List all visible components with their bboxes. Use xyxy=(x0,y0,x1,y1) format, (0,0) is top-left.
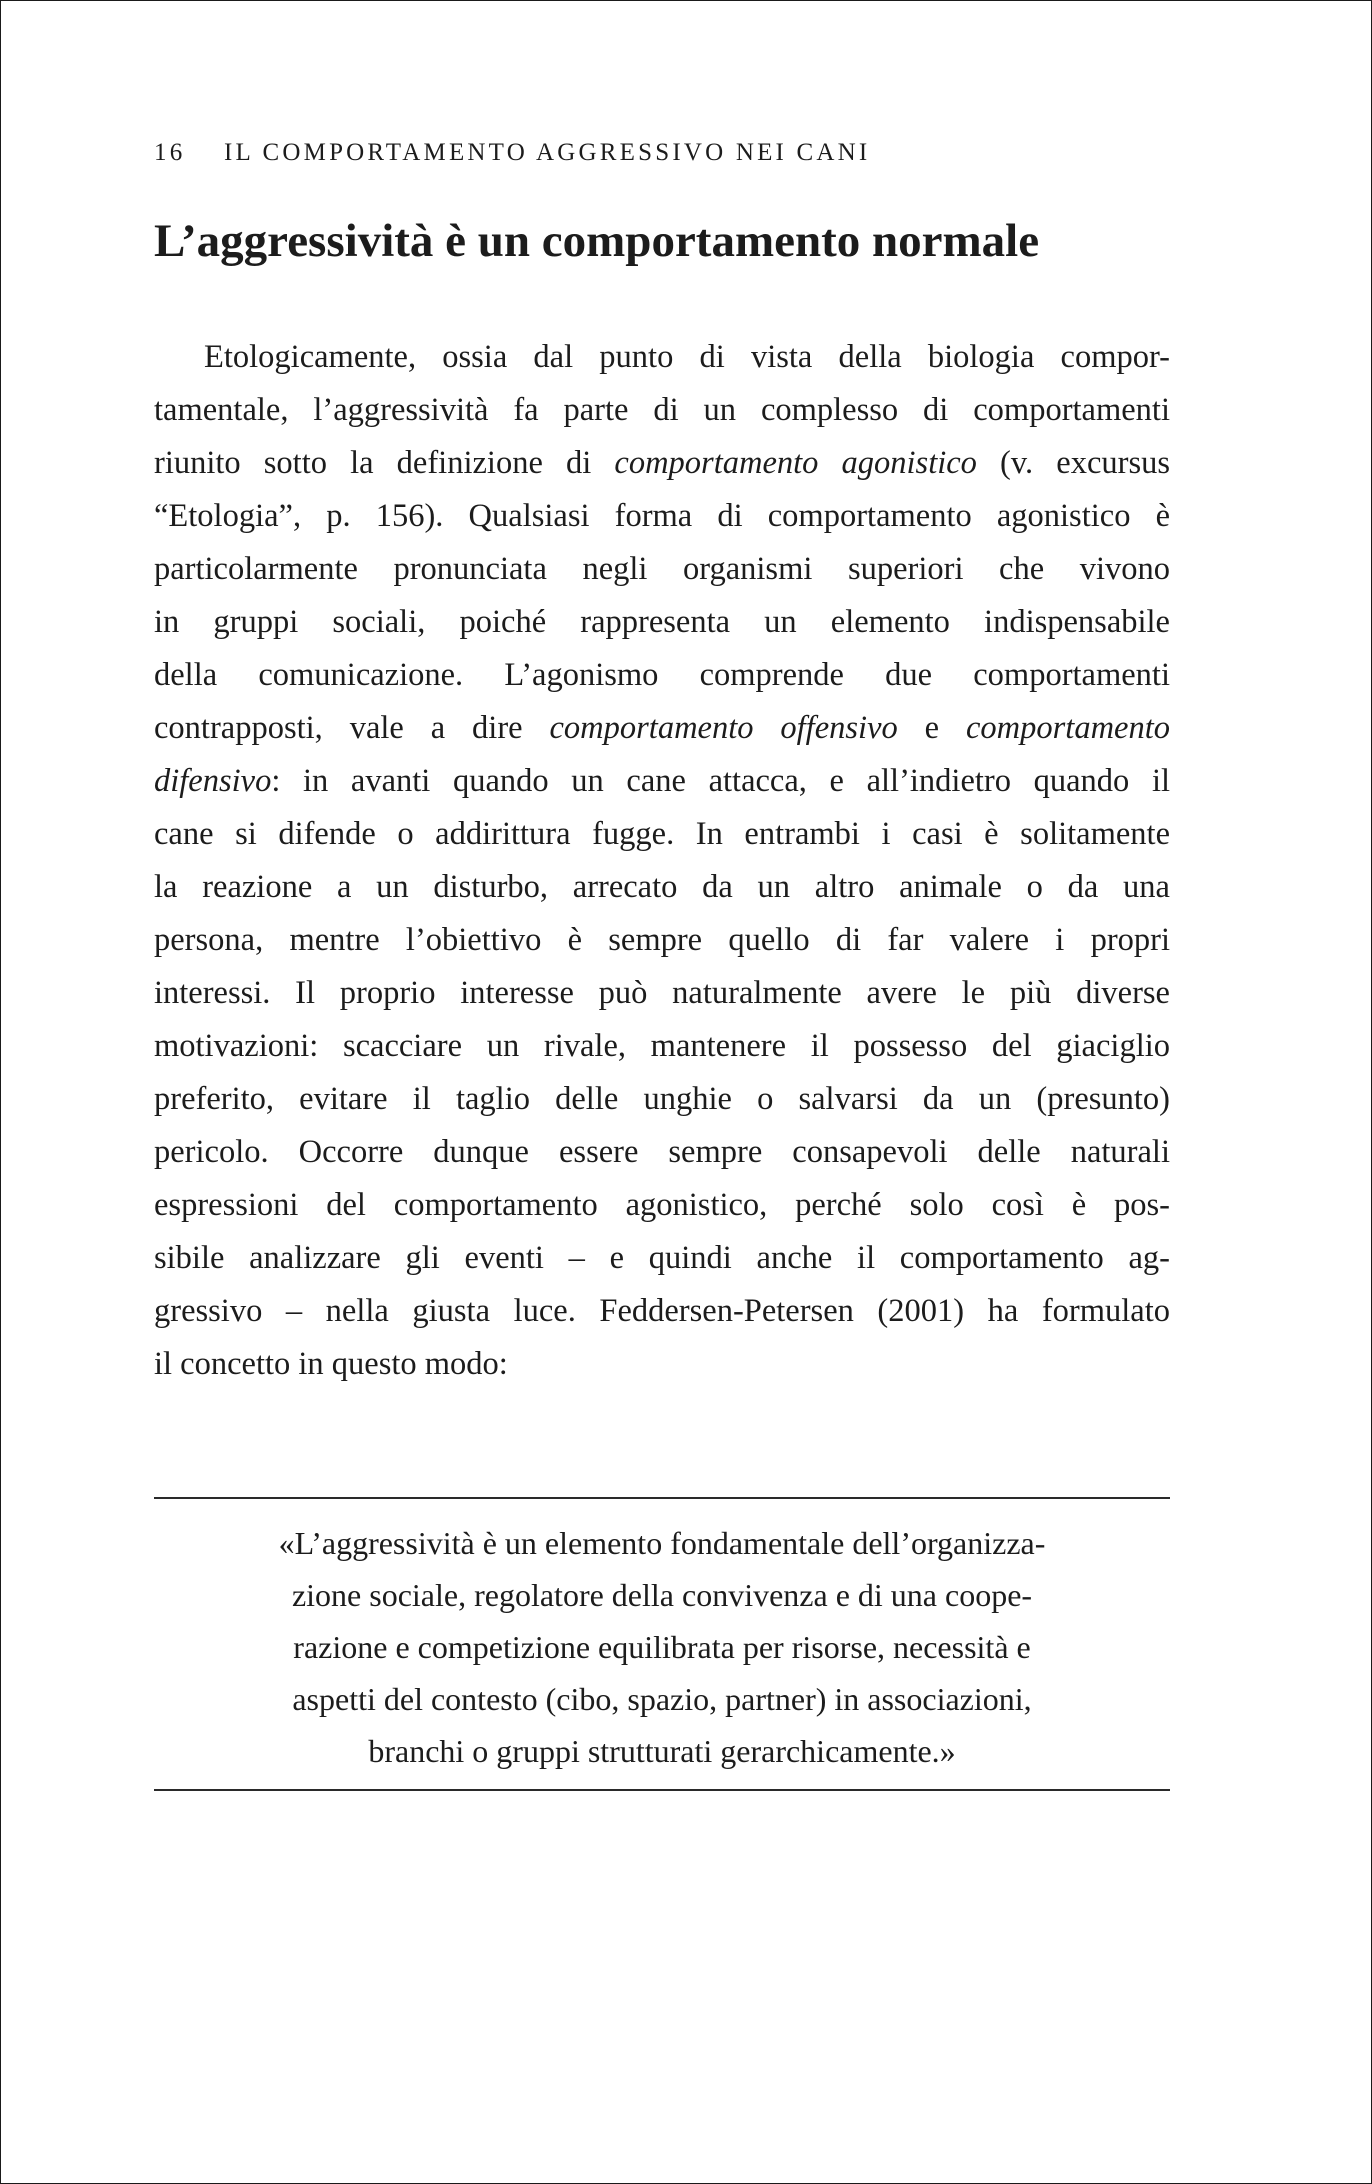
text-line: sibile analizzare gli eventi – e quindi anche il comportamento ag- xyxy=(154,1240,1170,1276)
text-line: la reazione a un disturbo, arrecato da un altro animale o da una xyxy=(154,869,1170,905)
quote-line: zione sociale, regolatore della convivenza e di una coope- xyxy=(291,1577,1033,1613)
quote-top-rule xyxy=(154,1497,1170,1499)
text-line: difensivo: in avanti quando un cane attacca, e all’indietro quando il xyxy=(154,763,1170,799)
quote-bottom-rule xyxy=(154,1789,1170,1791)
block-quote xyxy=(154,1517,1170,1777)
body-paragraph xyxy=(154,331,1170,1391)
page-number: 16 xyxy=(154,139,186,166)
text-line: gressivo – nella giusta luce. Feddersen-Petersen (2001) ha formulato xyxy=(154,1293,1170,1329)
text-line: interessi. Il proprio interesse può naturalmente avere le più diverse xyxy=(154,975,1170,1011)
quote-line: aspetti del contesto (cibo, spazio, partner) in associazioni, xyxy=(292,1681,1032,1717)
quote-line: razione e competizione equilibrata per risorse, necessità e xyxy=(293,1629,1031,1665)
text-line: riunito sotto la definizione di comportamento agonistico (v. excursus xyxy=(154,445,1170,481)
quote-line: «L’aggressività è un elemento fondamentale dell’organizza- xyxy=(278,1525,1046,1561)
text-line: il concetto in questo modo: xyxy=(154,1346,508,1382)
text-line: espressioni del comportamento agonistico, perché solo così è pos- xyxy=(154,1187,1170,1223)
text-line: particolarmente pronunciata negli organismi superiori che vivono xyxy=(154,551,1170,587)
italic-term: difensivo xyxy=(154,763,272,799)
quote-line: branchi o gruppi strutturati gerarchicamente.» xyxy=(368,1733,956,1769)
text-line: tamentale, l’aggressività fa parte di un complesso di comportamenti xyxy=(154,392,1170,428)
italic-term: comportamento agonistico xyxy=(614,445,977,481)
text-line: preferito, evitare il taglio delle unghie o salvarsi da un (presunto) xyxy=(154,1081,1170,1117)
text-line: motivazioni: scacciare un rivale, mantenere il possesso del giaciglio xyxy=(154,1028,1170,1064)
text-line: persona, mentre l’obiettivo è sempre quello di far valere i propri xyxy=(154,922,1170,958)
italic-term: comportamento offensivo xyxy=(549,710,898,746)
text-line: cane si difende o addirittura fugge. In entrambi i casi è solitamente xyxy=(154,816,1170,852)
text-line: “Etologia”, p. 156). Qualsiasi forma di comportamento agonistico è xyxy=(154,498,1170,534)
text-line: pericolo. Occorre dunque essere sempre consapevoli delle naturali xyxy=(154,1134,1170,1170)
section-heading: L’aggressività è un comportamento normale xyxy=(154,215,1040,267)
running-title: IL COMPORTAMENTO AGGRESSIVO NEI CANI xyxy=(224,139,871,166)
running-head xyxy=(154,139,870,167)
text-line: Etologicamente, ossia dal punto di vista della biologia compor- xyxy=(204,339,1170,375)
italic-term: comportamento xyxy=(966,710,1170,746)
text-line: contrapposti, vale a dire comportamento offensivo e comportamento xyxy=(154,710,1170,746)
text-line: della comunicazione. L’agonismo comprende due comportamenti xyxy=(154,657,1170,693)
text-line: in gruppi sociali, poiché rappresenta un elemento indispensabile xyxy=(154,604,1170,640)
